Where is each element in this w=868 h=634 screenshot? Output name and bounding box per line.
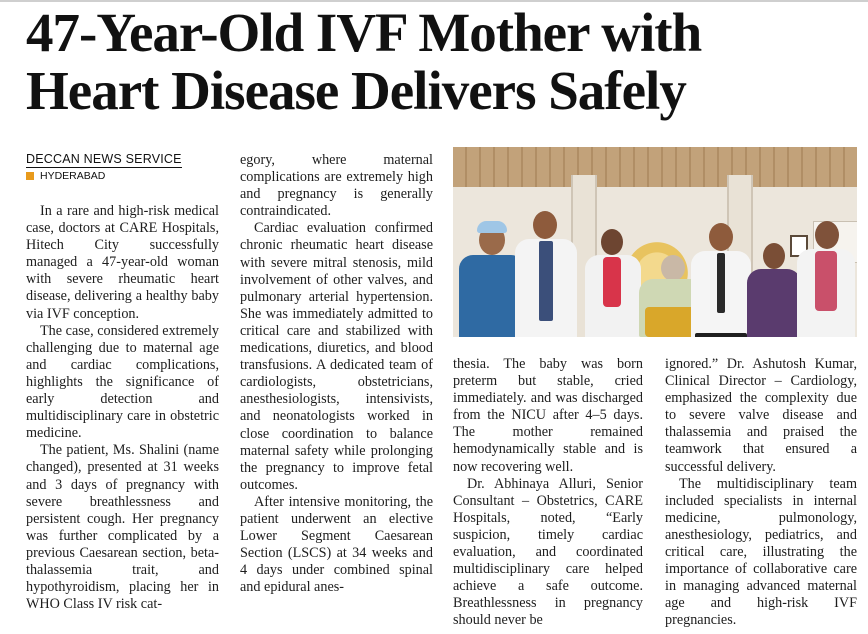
paragraph: In a rare and high-risk medical case, doctors at CARE Hospitals, Hitech City successfully managed a 47-year-old woman with severe rheumatic heart disease, delivering a healthy baby via IVF conception.	[26, 203, 219, 322]
headline	[26, 4, 856, 120]
dateline-text: HYDERABAD	[40, 170, 106, 182]
paragraph: After intensive monitoring, the patient underwent an elective Lower Segment Caesarean Section (LSCS) at 34 weeks and 4 days under combined spinal and epidural anes-	[240, 493, 433, 596]
byline: DECCAN NEWS SERVICE	[26, 152, 182, 166]
article-column-4	[665, 356, 857, 630]
photo-ceiling	[453, 147, 857, 187]
dateline	[26, 170, 105, 182]
headline-line-2: Heart Disease Delivers Safely	[26, 60, 686, 121]
group-photo-icon	[453, 147, 857, 337]
article-column-3	[453, 356, 643, 630]
article-column-2	[240, 152, 433, 596]
paragraph: Dr. Abhinaya Alluri, Senior Consultant – Obstetrics, CARE Hospitals, noted, “Early suspicion, timely cardiac evaluation, and coordinated multidisciplinary care helped achieve a safe outcome. Breathlessness in pregnancy should never be	[453, 475, 643, 629]
paragraph: The multidisciplinary team included specialists in internal medicine, pulmonology, anesthesiology, pediatrics, and critical care, illustrating the importance of collaborative care in managing advanced maternal age and high-risk IVF pregnancies.	[665, 475, 857, 629]
paragraph: The case, considered extremely challenging due to maternal age and cardiac complications, highlights the significance of early detection and multidisciplinary care in obstetric medicine.	[26, 322, 219, 442]
paragraph-continuation: ignored.” Dr. Ashutosh Kumar, Clinical Director – Cardiology, emphasized the complexity due to severe valve disease and thalassemia and praised the teamwork that ensured a successful delivery.	[665, 356, 857, 475]
paragraph-continuation: egory, where maternal complications are extremely high and pregnancy is generally contraindicated.	[240, 152, 433, 220]
headline-line-1: 47-Year-Old IVF Mother with	[26, 2, 702, 63]
paragraph-continuation: thesia. The baby was born preterm but stable, cried immediately. and was discharged from the NICU after 4–5 days. The mother remained hemodynamically stable and is now recovering well.	[453, 356, 643, 475]
article-column-1	[26, 203, 219, 613]
dateline-square-icon	[26, 172, 34, 180]
paragraph: The patient, Ms. Shalini (name changed), presented at 31 weeks and 3 days of pregnancy with severe breathlessness and persistent cough. Her pregnancy was further complicated by a previous Caesarean section, beta-thalassemia trait, and hypothyroidism, placing her in WHO Class IV risk cat-	[26, 442, 219, 613]
paragraph: Cardiac evaluation confirmed chronic rheumatic heart disease with severe mitral stenosis, mild involvement of other valves, and pulmonary arterial hypertension. She was immediately admitted to critical care and stabilized with medications, diuretics, and blood transfusions. A dedicated team of cardiologists, obstetricians, anesthesiologists, intensivists, and neonatologists worked in close coordination to balance maternal safety while prolonging the pregnancy to improve fetal outcomes.	[240, 220, 433, 493]
